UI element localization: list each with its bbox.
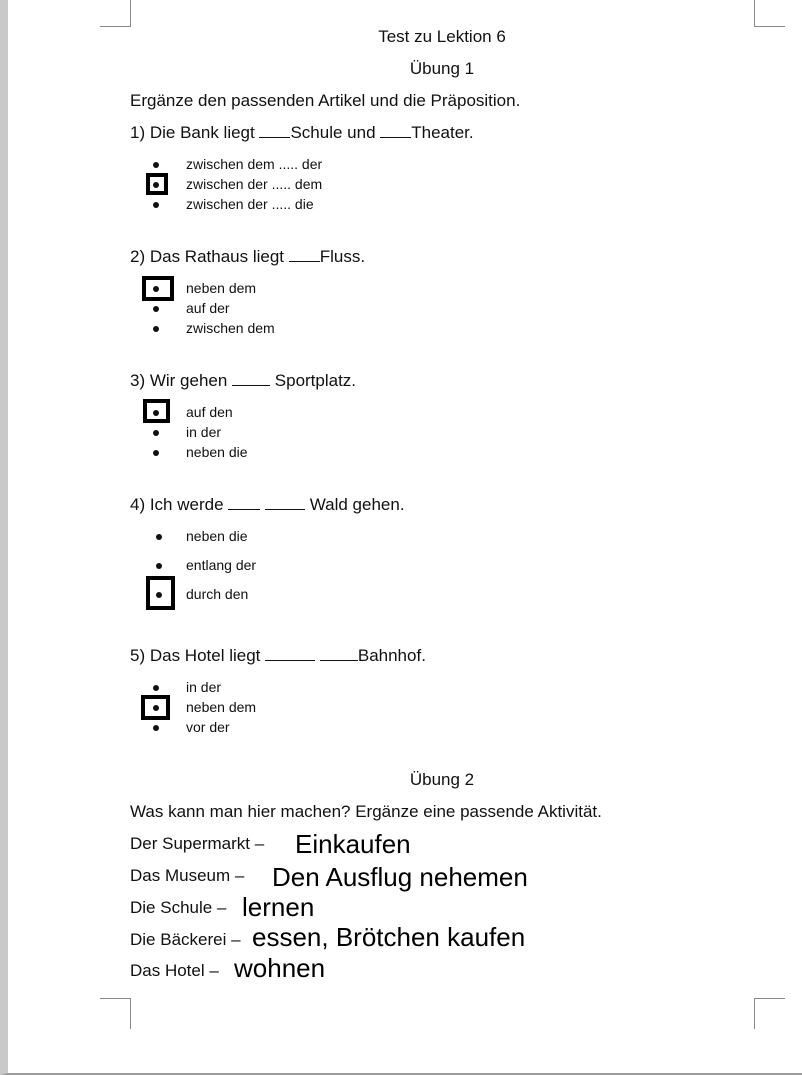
q1-option-1[interactable]: zwischen dem ..... der — [186, 156, 323, 172]
corner-mark-bottom-left — [100, 998, 131, 1029]
exercise1-instruction: Ergänze den passenden Artikel und die Präposition. — [130, 91, 521, 110]
q4-option-1[interactable]: neben die — [186, 528, 248, 544]
answer-museum[interactable]: Den Ausflug nehemen — [272, 862, 528, 892]
answer-baeckerei[interactable]: essen, Brötchen kaufen — [252, 922, 526, 952]
question-2: 2) Das Rathaus liegt Fluss. — [130, 247, 366, 266]
q1-option-3[interactable]: zwischen der ..... die — [186, 196, 314, 212]
option-bullet-selected[interactable] — [153, 410, 159, 416]
q4-option-2[interactable]: entlang der — [186, 557, 257, 573]
answer-supermarkt[interactable]: Einkaufen — [295, 829, 411, 859]
q3-option-2[interactable]: in der — [186, 424, 222, 440]
option-bullet-selected[interactable] — [156, 592, 162, 598]
place-label-museum: Das Museum – — [130, 866, 245, 885]
place-label-schule: Die Schule – — [130, 898, 227, 917]
corner-mark-bottom-right — [754, 998, 785, 1029]
question-1: 1) Die Bank liegt Schule und Theater. — [130, 123, 474, 142]
option-bullet[interactable] — [153, 430, 159, 436]
exercise1-heading: Übung 1 — [409, 59, 475, 78]
option-bullet[interactable] — [153, 326, 159, 332]
option-bullet[interactable] — [153, 162, 159, 168]
option-bullet-selected[interactable] — [153, 286, 159, 292]
option-bullet[interactable] — [156, 534, 162, 540]
place-label-hotel: Das Hotel – — [130, 961, 219, 980]
place-label-baeckerei: Die Bäckerei – — [130, 930, 241, 949]
answer-hotel[interactable]: wohnen — [234, 953, 326, 983]
corner-mark-top-left — [100, 0, 131, 27]
option-bullet[interactable] — [153, 685, 159, 691]
q4-option-3[interactable]: durch den — [186, 586, 249, 602]
question-5: 5) Das Hotel liegt Bahnhof. — [130, 646, 426, 665]
option-bullet-selected[interactable] — [153, 182, 159, 188]
option-bullet[interactable] — [156, 563, 162, 569]
q5-option-2[interactable]: neben dem — [186, 699, 257, 715]
corner-mark-top-right — [754, 0, 785, 27]
q2-option-3[interactable]: zwischen dem — [186, 320, 275, 336]
q1-option-2[interactable]: zwischen der ..... dem — [186, 176, 323, 192]
q3-option-3[interactable]: neben die — [186, 444, 248, 460]
option-bullet[interactable] — [153, 306, 159, 312]
exercise2-instruction: Was kann man hier machen? Ergänze eine passende Aktivität. — [130, 802, 602, 821]
option-bullet[interactable] — [153, 202, 159, 208]
answer-schule[interactable]: lernen — [242, 892, 315, 922]
q2-option-2[interactable]: auf der — [186, 300, 230, 316]
option-bullet[interactable] — [153, 725, 159, 731]
place-label-supermarkt: Der Supermarkt – — [130, 834, 265, 853]
q5-option-1[interactable]: in der — [186, 679, 222, 695]
option-bullet-selected[interactable] — [153, 705, 159, 711]
page-title: Test zu Lektion 6 — [378, 27, 506, 46]
q2-option-1[interactable]: neben dem — [186, 280, 257, 296]
question-4: 4) Ich werde Wald gehen. — [130, 495, 405, 514]
question-3: 3) Wir gehen Sportplatz. — [130, 371, 357, 390]
exercise2-heading: Übung 2 — [409, 770, 475, 789]
q5-option-3[interactable]: vor der — [186, 719, 230, 735]
option-bullet[interactable] — [153, 450, 159, 456]
q3-option-1[interactable]: auf den — [186, 404, 233, 420]
